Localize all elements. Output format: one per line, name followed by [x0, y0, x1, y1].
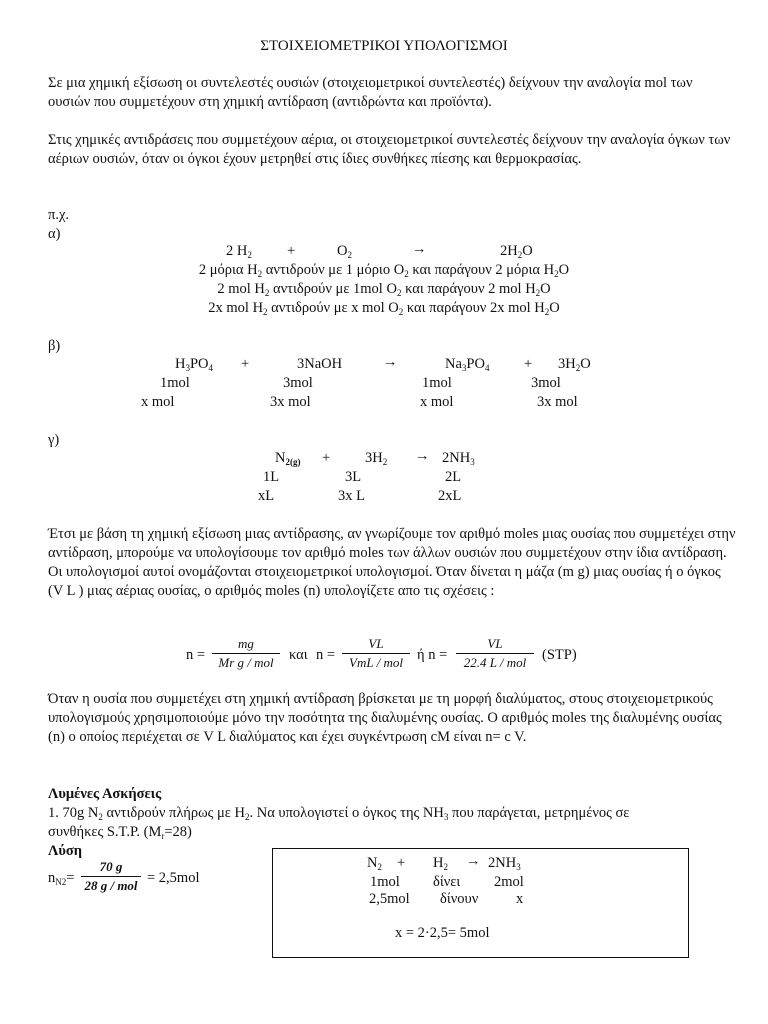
reaction-arrow: → — [466, 853, 481, 869]
example-a-line4: 2x mol $H_2$ αντιδρούν με x mol $O_2$ και παράγουν 2x mol $H_2O$ — [208, 300, 560, 317]
stoichiometry-box: $N_2$ + $H_2$ → $2NH_3$ 1mol δίνει 2mol 2,5mol δίνουν x x = 2·2,5= 5mol — [272, 848, 689, 958]
example-a-line3: 2 mol $H_2$ αντιδρούν με 1mol $O_2$ και παράγουν 2 mol $H_2O$ — [217, 281, 551, 298]
page-title: ΣΤΟΙΧΕΙΟΜΕΤΡΙΚΟΙ ΥΠΟΛΟΓΙΣΜΟΙ — [260, 38, 508, 54]
example-a-label: α) — [48, 226, 61, 242]
example-b-label: β) — [48, 338, 61, 354]
gases-paragraph: Στις χημικές αντιδράσεις που συμμετέχουν αέρια, οι στοιχειομετρικοί συντελεστές δείχνουν την αναλογία όγκων των αέριων ουσιών, όταν οι όγκοι έχουν μετρηθεί στις ίδιες συνθήκες πίεσης και θερμοκρασίας. — [48, 132, 731, 167]
fraction-stp: VL 22.4 L / mol — [456, 636, 534, 671]
exercise-1-line1: 1. 70g $N_2$ αντιδρούν πλήρως με $H_2$. Να υπολογιστεί ο όγκος της $NH_3$ που παράγεται, μετρημένος σε — [48, 805, 630, 822]
solved-exercises-heading: Λυμένες Ασκήσεις — [48, 786, 162, 802]
exercise-1-line2: συνθήκες S.T.P. $(M_r=28)$ — [48, 824, 192, 841]
reaction-arrow: → — [383, 354, 398, 370]
reaction-arrow: → — [415, 448, 430, 464]
reaction-arrow: → — [412, 241, 427, 257]
solution-paragraph: Όταν η ουσία που συμμετέχει στη χημική αντίδραση βρίσκεται με τη μορφή διαλύματος, στους στοιχειομετρικούς υπολογισμούς χρησιμοποιούμε μόνο την ποσότητα της διαλυμένης ουσίας. Ο αριθμός moles της διαλυμένης ουσίας (n) ο οποίος περιέχεται σε V L διαλύματος και έχει συγκέντρωση cM είναι n= c V. — [48, 691, 722, 745]
solution-label: Λύση — [48, 843, 83, 859]
fraction-n2: 70 g 28 g / mol — [81, 859, 141, 894]
box-result: x = 2·2,5= 5mol — [395, 925, 490, 941]
intro-paragraph: Σε μια χημική εξίσωση οι συντελεστές ουσιών (στοιχειομετρικοί συντελεστές) δείχνουν την αναλογία mol των ουσιών που συμμετέχουν στη χημική αντίδραση (αντιδρώντα και προϊόντα). — [48, 75, 693, 110]
fraction-volume: VL VmL / mol — [342, 636, 410, 671]
stoichiometry-paragraph: Έτσι με βάση τη χημική εξίσωση μιας αντίδρασης, αν γνωρίζουμε τον αριθμό moles μιας ουσίας που συμμετέχει στην αντίδραση, μπορούμε να υπολογίσουμε τον αριθμό moles των άλλων ουσιών που συμμετέχουν στην ίδια αντίδραση. Οι υπολογισμοί αυτοί ονομάζονται στοιχειομετρικοί υπολογισμοί. Όταν δίνεται η μάζα (m g) μιας ουσίας ή ο όγκος (V L ) μιας αέριας ουσίας, ο αριθμός moles (n) υπολογίζετε απο τις σχέσεις : — [48, 526, 736, 599]
example-a-line2: 2 μόρια $H_2$ αντιδρούν με 1 μόριο $O_2$ και παράγουν 2 μόρια $H_2O$ — [198, 262, 570, 279]
example-g-label: γ) — [48, 432, 60, 448]
example-label: π.χ. — [48, 207, 70, 223]
fraction-mass: mg Mr g / mol — [212, 636, 280, 671]
